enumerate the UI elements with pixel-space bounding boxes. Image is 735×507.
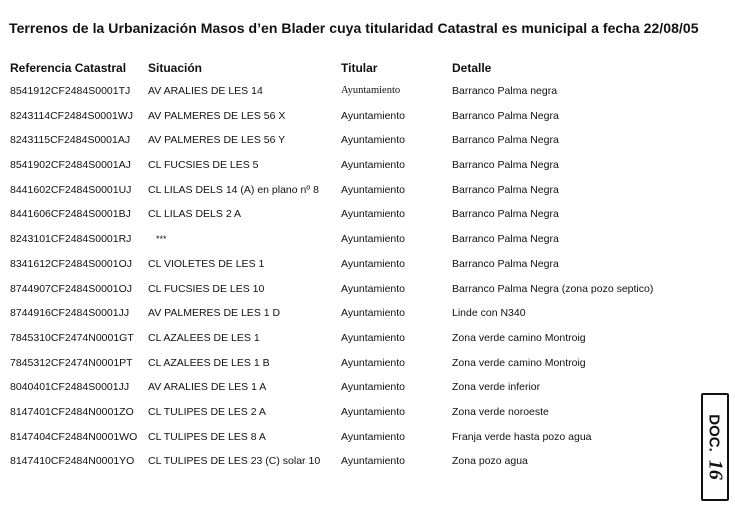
table-header (0, 61, 735, 77)
cell-detalle: Zona verde inferior (452, 381, 541, 394)
cell-situacion: CL TULIPES DE LES 23 (C) solar 10 (148, 455, 321, 468)
cell-referencia: 7845310CF2474N0001GT (10, 331, 134, 344)
cell-referencia: 8441602CF2484S0001UJ (10, 183, 132, 196)
cell-detalle: Barranco Palma Negra (452, 257, 559, 270)
cell-detalle: Linde con N340 (452, 307, 526, 320)
table-row (0, 306, 735, 331)
document-title: Terrenos de la Urbanización Masos d’en Blader cuya titularidad Catastral es municipal a fecha 22/08/05 (9, 20, 699, 36)
cell-titular: Ayuntamiento (341, 405, 406, 418)
cell-detalle: Barranco Palma negra (452, 85, 558, 97)
cell-detalle: Barranco Palma Negra (452, 233, 559, 246)
table-body (0, 84, 735, 479)
cell-titular: Ayuntamiento (341, 257, 406, 270)
cell-detalle: Barranco Palma Negra (452, 134, 559, 147)
cell-titular: Ayuntamiento (341, 430, 406, 443)
cell-situacion: CL LILAS DELS 14 (A) en plano nº 8 (148, 183, 319, 196)
table-row (0, 207, 735, 232)
table-row (0, 454, 735, 479)
cell-situacion: CL VIOLETES DE LES 1 (148, 257, 265, 270)
table-row (0, 183, 735, 208)
table-row (0, 158, 735, 183)
table-row (0, 356, 735, 381)
table-row (0, 380, 735, 405)
cell-titular: Ayuntamiento (341, 331, 406, 344)
table-row (0, 282, 735, 307)
header-referencia: Referencia Catastral (10, 61, 127, 75)
cell-situacion: AV PALMERES DE LES 1 D (148, 307, 281, 320)
doc-stamp-label: DOC. (705, 414, 723, 452)
cell-titular: Ayuntamiento (341, 159, 406, 172)
table-row (0, 84, 735, 109)
table-row (0, 109, 735, 134)
doc-stamp (701, 393, 729, 501)
cell-situacion: CL FUCSIES DE LES 10 (148, 282, 265, 295)
cell-detalle: Barranco Palma Negra (zona pozo septico) (452, 282, 654, 295)
doc-stamp-number: 16 (704, 459, 727, 480)
cell-referencia: 7845312CF2474N0001PT (10, 356, 133, 369)
cell-situacion: *** (156, 234, 167, 245)
table-row (0, 133, 735, 158)
table-row (0, 331, 735, 356)
table-row (0, 257, 735, 282)
cell-situacion: CL LILAS DELS 2 A (148, 208, 241, 221)
cell-situacion: CL FUCSIES DE LES 5 (148, 159, 259, 172)
cell-situacion: AV PALMERES DE LES 56 Y (148, 134, 286, 147)
cell-detalle: Zona verde noroeste (452, 405, 549, 418)
cell-titular: Ayuntamiento (341, 282, 406, 295)
cell-situacion: CL AZALEES DE LES 1 (148, 331, 260, 344)
cell-referencia: 8147401CF2484N0001ZO (10, 405, 134, 418)
cell-titular: Ayuntamiento (341, 183, 406, 196)
cell-referencia: 8744916CF2484S0001JJ (10, 307, 130, 320)
cell-detalle: Barranco Palma Negra (452, 159, 559, 172)
cell-detalle: Zona pozo agua (452, 455, 528, 468)
cell-referencia: 8243115CF2484S0001AJ (10, 134, 131, 147)
cell-titular: Ayuntamiento (341, 455, 406, 468)
cell-referencia: 8541902CF2484S0001AJ (10, 159, 131, 172)
cell-titular: Ayuntamiento (341, 381, 406, 394)
cell-referencia: 8243114CF2484S0001WJ (10, 109, 133, 122)
cell-titular: Ayuntamiento (341, 109, 406, 122)
cell-situacion: CL AZALEES DE LES 1 B (148, 356, 270, 369)
cell-referencia: 8541912CF2484S0001TJ (10, 85, 131, 97)
cell-situacion: AV PALMERES DE LES 56 X (148, 109, 286, 122)
cell-titular: Ayuntamiento (341, 208, 406, 221)
doc-stamp-text (704, 414, 727, 480)
cell-referencia: 8040401CF2484S0001JJ (10, 381, 130, 394)
cell-detalle: Barranco Palma Negra (452, 183, 559, 196)
header-detalle: Detalle (452, 61, 492, 75)
cell-detalle: Franja verde hasta pozo agua (452, 430, 592, 443)
cell-detalle: Zona verde camino Montroig (452, 331, 586, 344)
cell-referencia: 8147404CF2484N0001WO (10, 430, 138, 443)
cell-titular: Ayuntamiento (341, 356, 406, 369)
cell-situacion: AV ARALIES DE LES 14 (148, 85, 263, 97)
cell-situacion: CL TULIPES DE LES 8 A (148, 430, 266, 443)
cell-situacion: CL TULIPES DE LES 2 A (148, 405, 266, 418)
cell-titular: Ayuntamiento (341, 85, 401, 96)
header-situacion: Situación (148, 61, 203, 75)
cell-referencia: 8341612CF2484S0001OJ (10, 257, 133, 270)
cell-titular: Ayuntamiento (341, 134, 406, 147)
cell-referencia: 8441606CF2484S0001BJ (10, 208, 131, 221)
table-row (0, 430, 735, 455)
cell-detalle: Zona verde camino Montroig (452, 356, 586, 369)
cell-referencia: 8744907CF2484S0001OJ (10, 282, 133, 295)
cell-referencia: 8243101CF2484S0001RJ (10, 233, 132, 246)
cell-referencia: 8147410CF2484N0001YO (10, 455, 135, 468)
cell-titular: Ayuntamiento (341, 233, 406, 246)
table-row (0, 232, 735, 257)
header-titular: Titular (341, 61, 378, 75)
table-row (0, 405, 735, 430)
cell-situacion: AV ARALIES DE LES 1 A (148, 381, 267, 394)
cell-detalle: Barranco Palma Negra (452, 109, 559, 122)
cell-titular: Ayuntamiento (341, 307, 406, 320)
cell-detalle: Barranco Palma Negra (452, 208, 559, 221)
